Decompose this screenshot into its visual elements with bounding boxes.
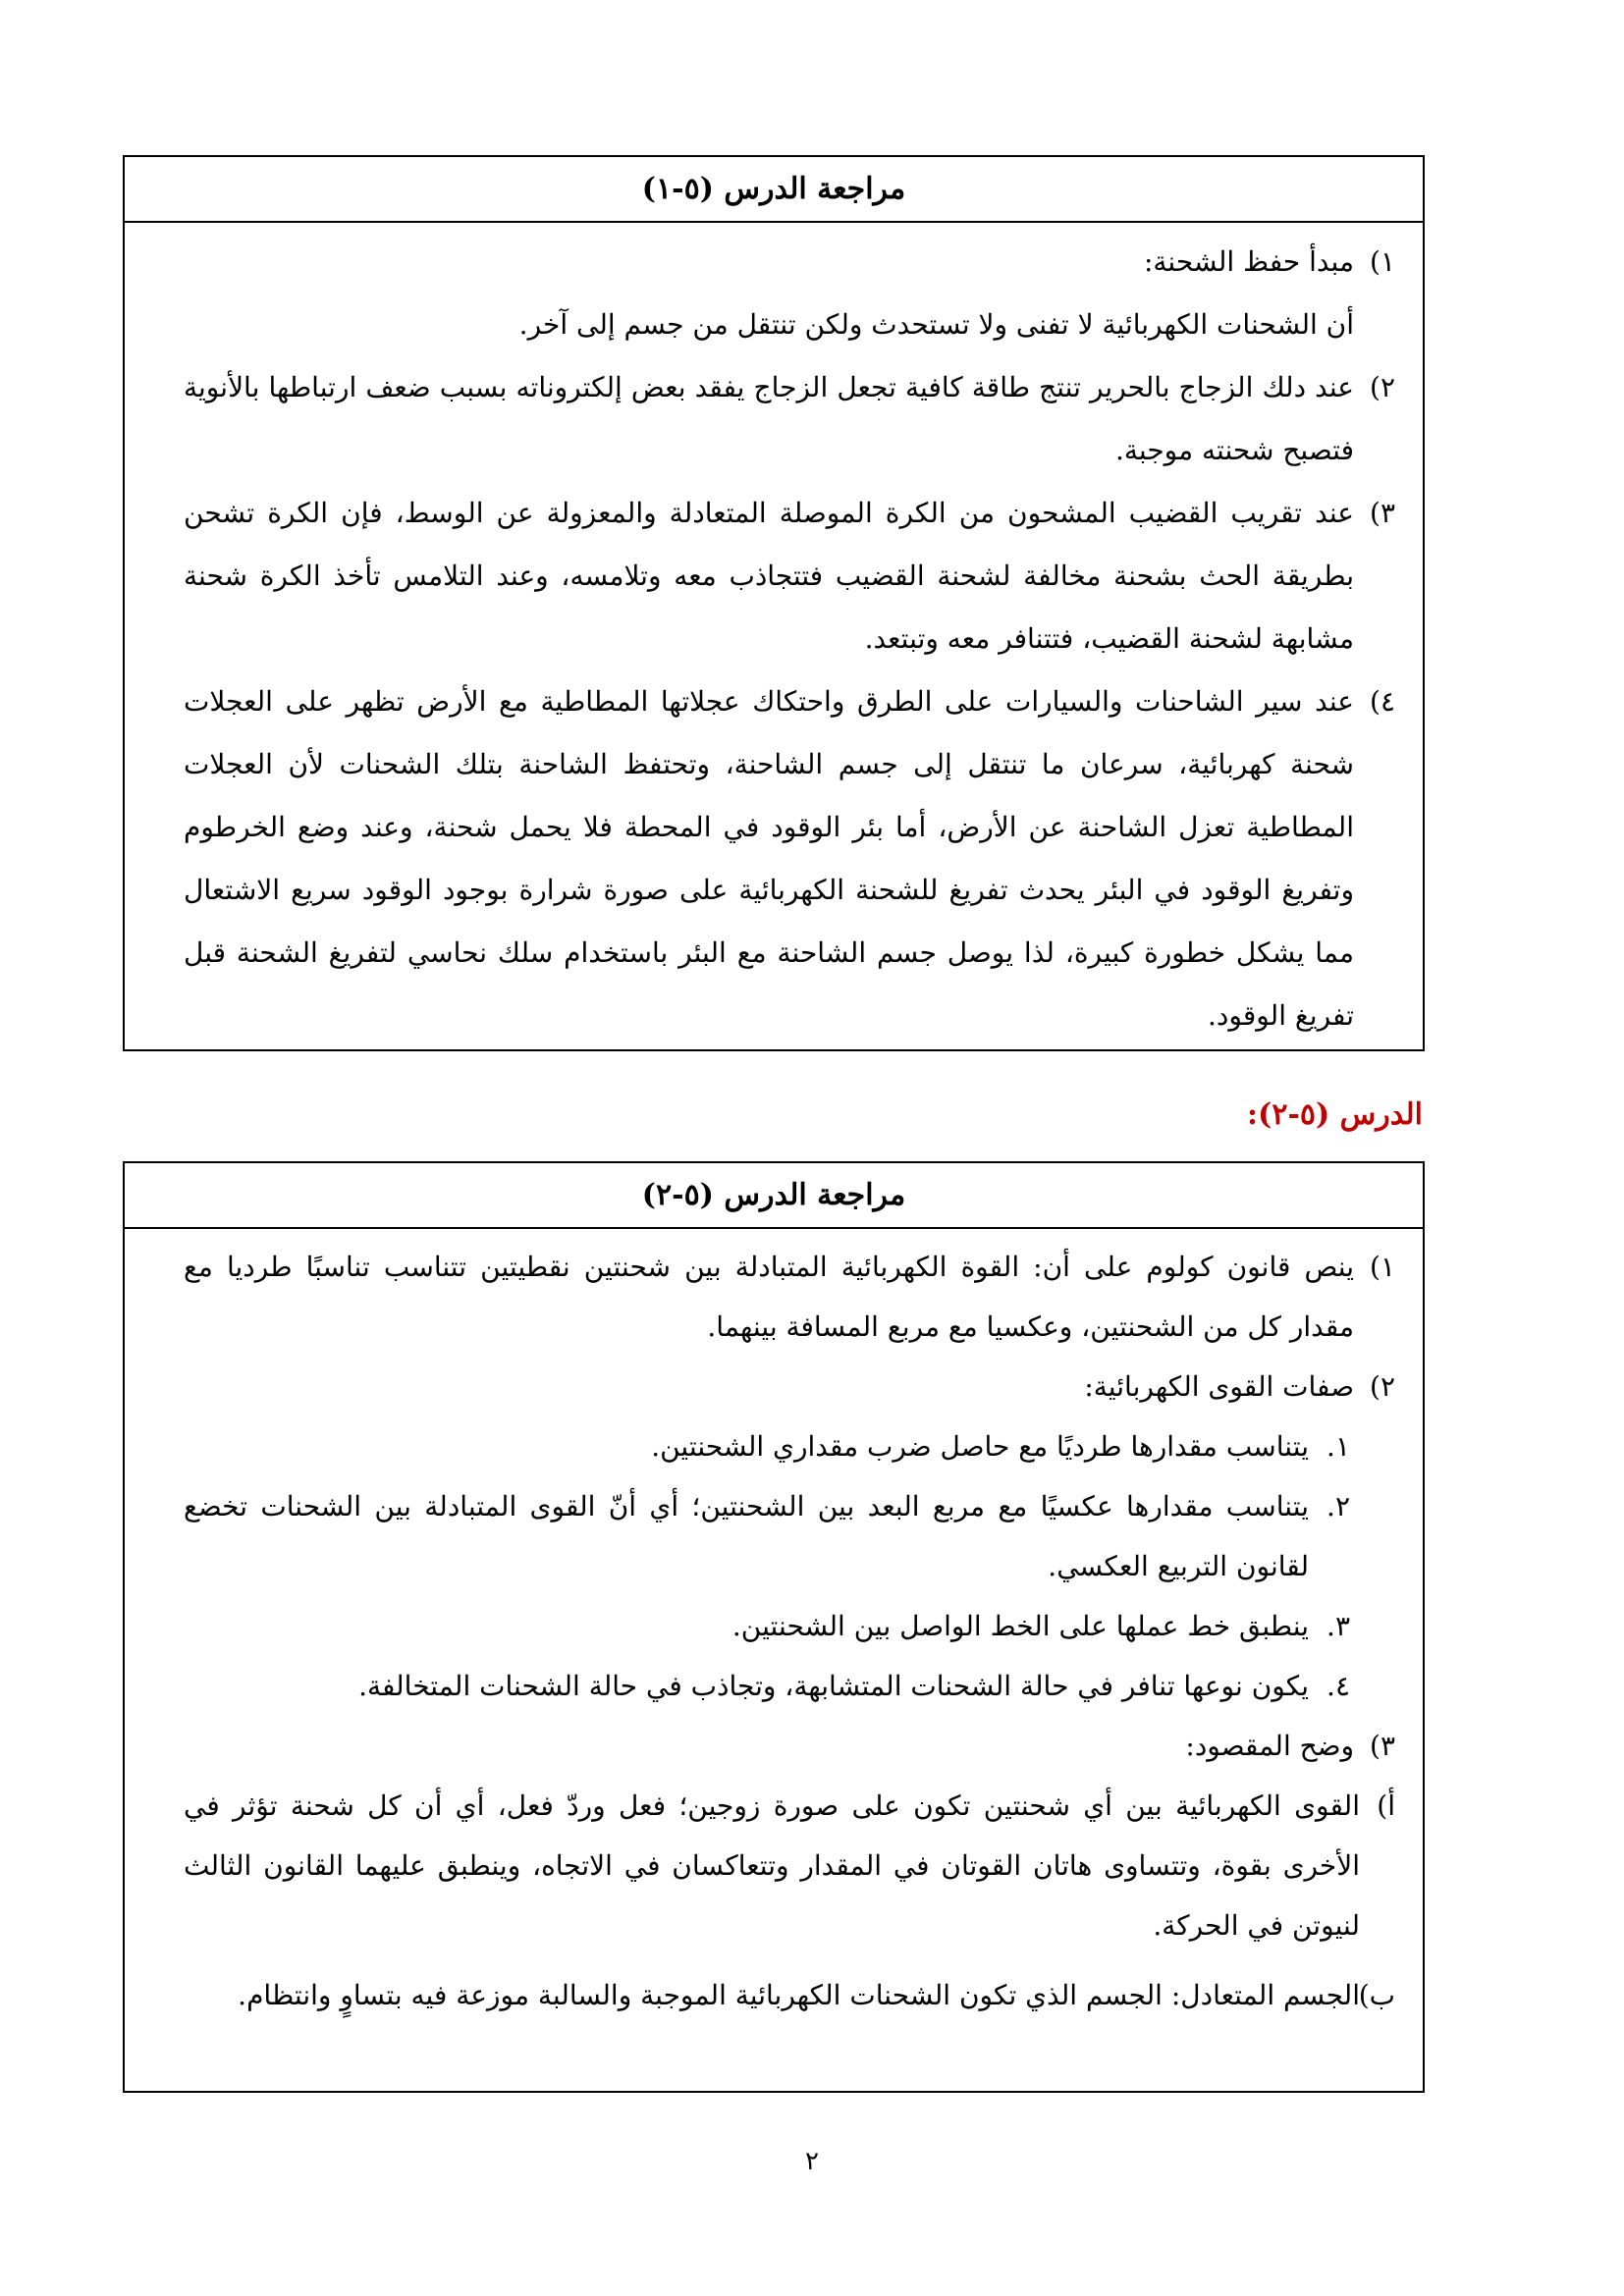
item-text: صفات القوى الكهربائية:	[1084, 1370, 1354, 1403]
list-item	[184, 1237, 1395, 1357]
item-text: وضح المقصود:	[1185, 1730, 1354, 1762]
list-item	[184, 1716, 1395, 1776]
item-number: ٢)	[1370, 371, 1395, 403]
sub-item-text: يتناسب مقدارها طرديًا مع حاصل ضرب مقداري الشحنتين.	[651, 1430, 1309, 1463]
item-text: عند تقريب القضيب المشحون من الكرة الموصلة المتعادلة والمعزولة عن الوسط، فإن الكرة تشحن بطريقة الحث بشحنة مخالفة لشحنة القضيب فتتجاذب معه وتلامسه، وعند التلامس تأخذ الكرة شحنة مشابهة لشحنة القضيب، فتتنافر معه وتبتعد.	[184, 497, 1354, 655]
sub-list-item	[184, 1416, 1350, 1476]
box-title: مراجعة الدرس (٥-١)	[125, 157, 1423, 223]
item-number: ٤)	[1370, 685, 1395, 718]
item-text: عند دلك الزجاج بالحرير تنتج طاقة كافية تجعل الزجاج يفقد بعض إلكتروناته بسبب ضعف ارتباطها بالأنوية فتصبح شحنته موجبة.	[184, 371, 1354, 466]
item-text: ينص قانون كولوم على أن: القوة الكهربائية المتبادلة بين شحنتين نقطيتين تتناسب تناسبًا طرديا مع مقدار كل من الشحنتين، وعكسيا مع مربع المسافة بينهما.	[184, 1251, 1354, 1343]
sub-item-text: يتناسب مقدارها عكسيًا مع مربع البعد بين الشحنتين؛ أي أنّ القوى المتبادلة بين الشحنات تخضع لقانون التربيع العكسي.	[184, 1490, 1309, 1582]
list-item	[184, 231, 1395, 356]
lettered-item	[184, 1965, 1395, 2025]
spacer	[184, 1955, 1395, 1965]
item-number: ٣)	[1370, 497, 1395, 529]
sub-list-item	[184, 1656, 1350, 1716]
box-body	[125, 1229, 1423, 2025]
letter-label: ب)	[1358, 1979, 1395, 2011]
list-item	[184, 1357, 1395, 1416]
sub-item-number: ٣.	[1326, 1610, 1350, 1642]
sub-list-item	[184, 1476, 1350, 1596]
lesson-review-box-5-2	[123, 1161, 1425, 2093]
list-item	[184, 356, 1395, 482]
list-item	[184, 670, 1395, 1047]
lesson-heading: الدرس (٥-٢):	[1247, 1097, 1423, 1132]
sub-list-item	[184, 1596, 1350, 1656]
lesson-review-box-5-1	[123, 155, 1425, 1051]
letter-item-text: القوى الكهربائية بين أي شحنتين تكون على صورة زوجين؛ فعل وردّ فعل، أي أن كل شحنة تؤثر في الأخرى بقوة، وتتساوى هاتان القوتان في المقدار وتتعاكسان في الاتجاه، وينطبق عليهما القانون الثالث لنيوتن في الحركة.	[184, 1789, 1360, 1942]
box-body	[125, 223, 1423, 1047]
item-text: مبدأ حفظ الشحنة:	[1143, 245, 1354, 278]
sub-item-number: ١.	[1326, 1430, 1350, 1463]
box-title: مراجعة الدرس (٥-٢)	[125, 1163, 1423, 1229]
item-continuation: أن الشحنات الكهربائية لا تفنى ولا تستحدث ولكن تنتقل من جسم إلى آخر.	[518, 308, 1354, 341]
item-number: ٢)	[1370, 1370, 1395, 1403]
sub-item-number: ٢.	[1326, 1490, 1350, 1522]
list-item	[184, 482, 1395, 670]
lettered-item	[184, 1776, 1395, 1955]
sub-item-number: ٤.	[1326, 1670, 1350, 1702]
letter-label: أ)	[1377, 1789, 1395, 1822]
sub-item-text: يكون نوعها تنافر في حالة الشحنات المتشابهة، وتجاذب في حالة الشحنات المتخالفة.	[358, 1670, 1309, 1702]
item-number: ١)	[1370, 245, 1395, 278]
sub-item-text: ينطبق خط عملها على الخط الواصل بين الشحنتين.	[731, 1610, 1309, 1642]
item-number: ٣)	[1370, 1730, 1395, 1762]
item-number: ١)	[1370, 1251, 1395, 1283]
item-text: عند سير الشاحنات والسيارات على الطرق واحتكاك عجلاتها المطاطية مع الأرض تظهر على العجلات شحنة كهربائية، سرعان ما تنتقل إلى جسم الشاحنة، وتحتفظ الشاحنة بتلك الشحنات لأن العجلات المطاطية تعزل الشاحنة عن الأرض، أما بئر الوقود في المحطة فلا يحمل شحنة، وعند وضع الخرطوم وتفريغ الوقود في البئر يحدث تفريغ للشحنة الكهربائية على صورة شرارة بوجود الوقود سريع الاشتعال مما يشكل خطورة كبيرة، لذا يوصل جسم الشاحنة مع البئر باستخدام سلك نحاسي لتفريغ الشحنة قبل تفريغ الوقود.	[184, 685, 1354, 1032]
letter-item-text: الجسم المتعادل: الجسم الذي تكون الشحنات الكهربائية الموجبة والسالبة موزعة فيه بتساوٍ وانتظام.	[238, 1979, 1360, 2011]
page-number: ٢	[805, 2147, 819, 2176]
